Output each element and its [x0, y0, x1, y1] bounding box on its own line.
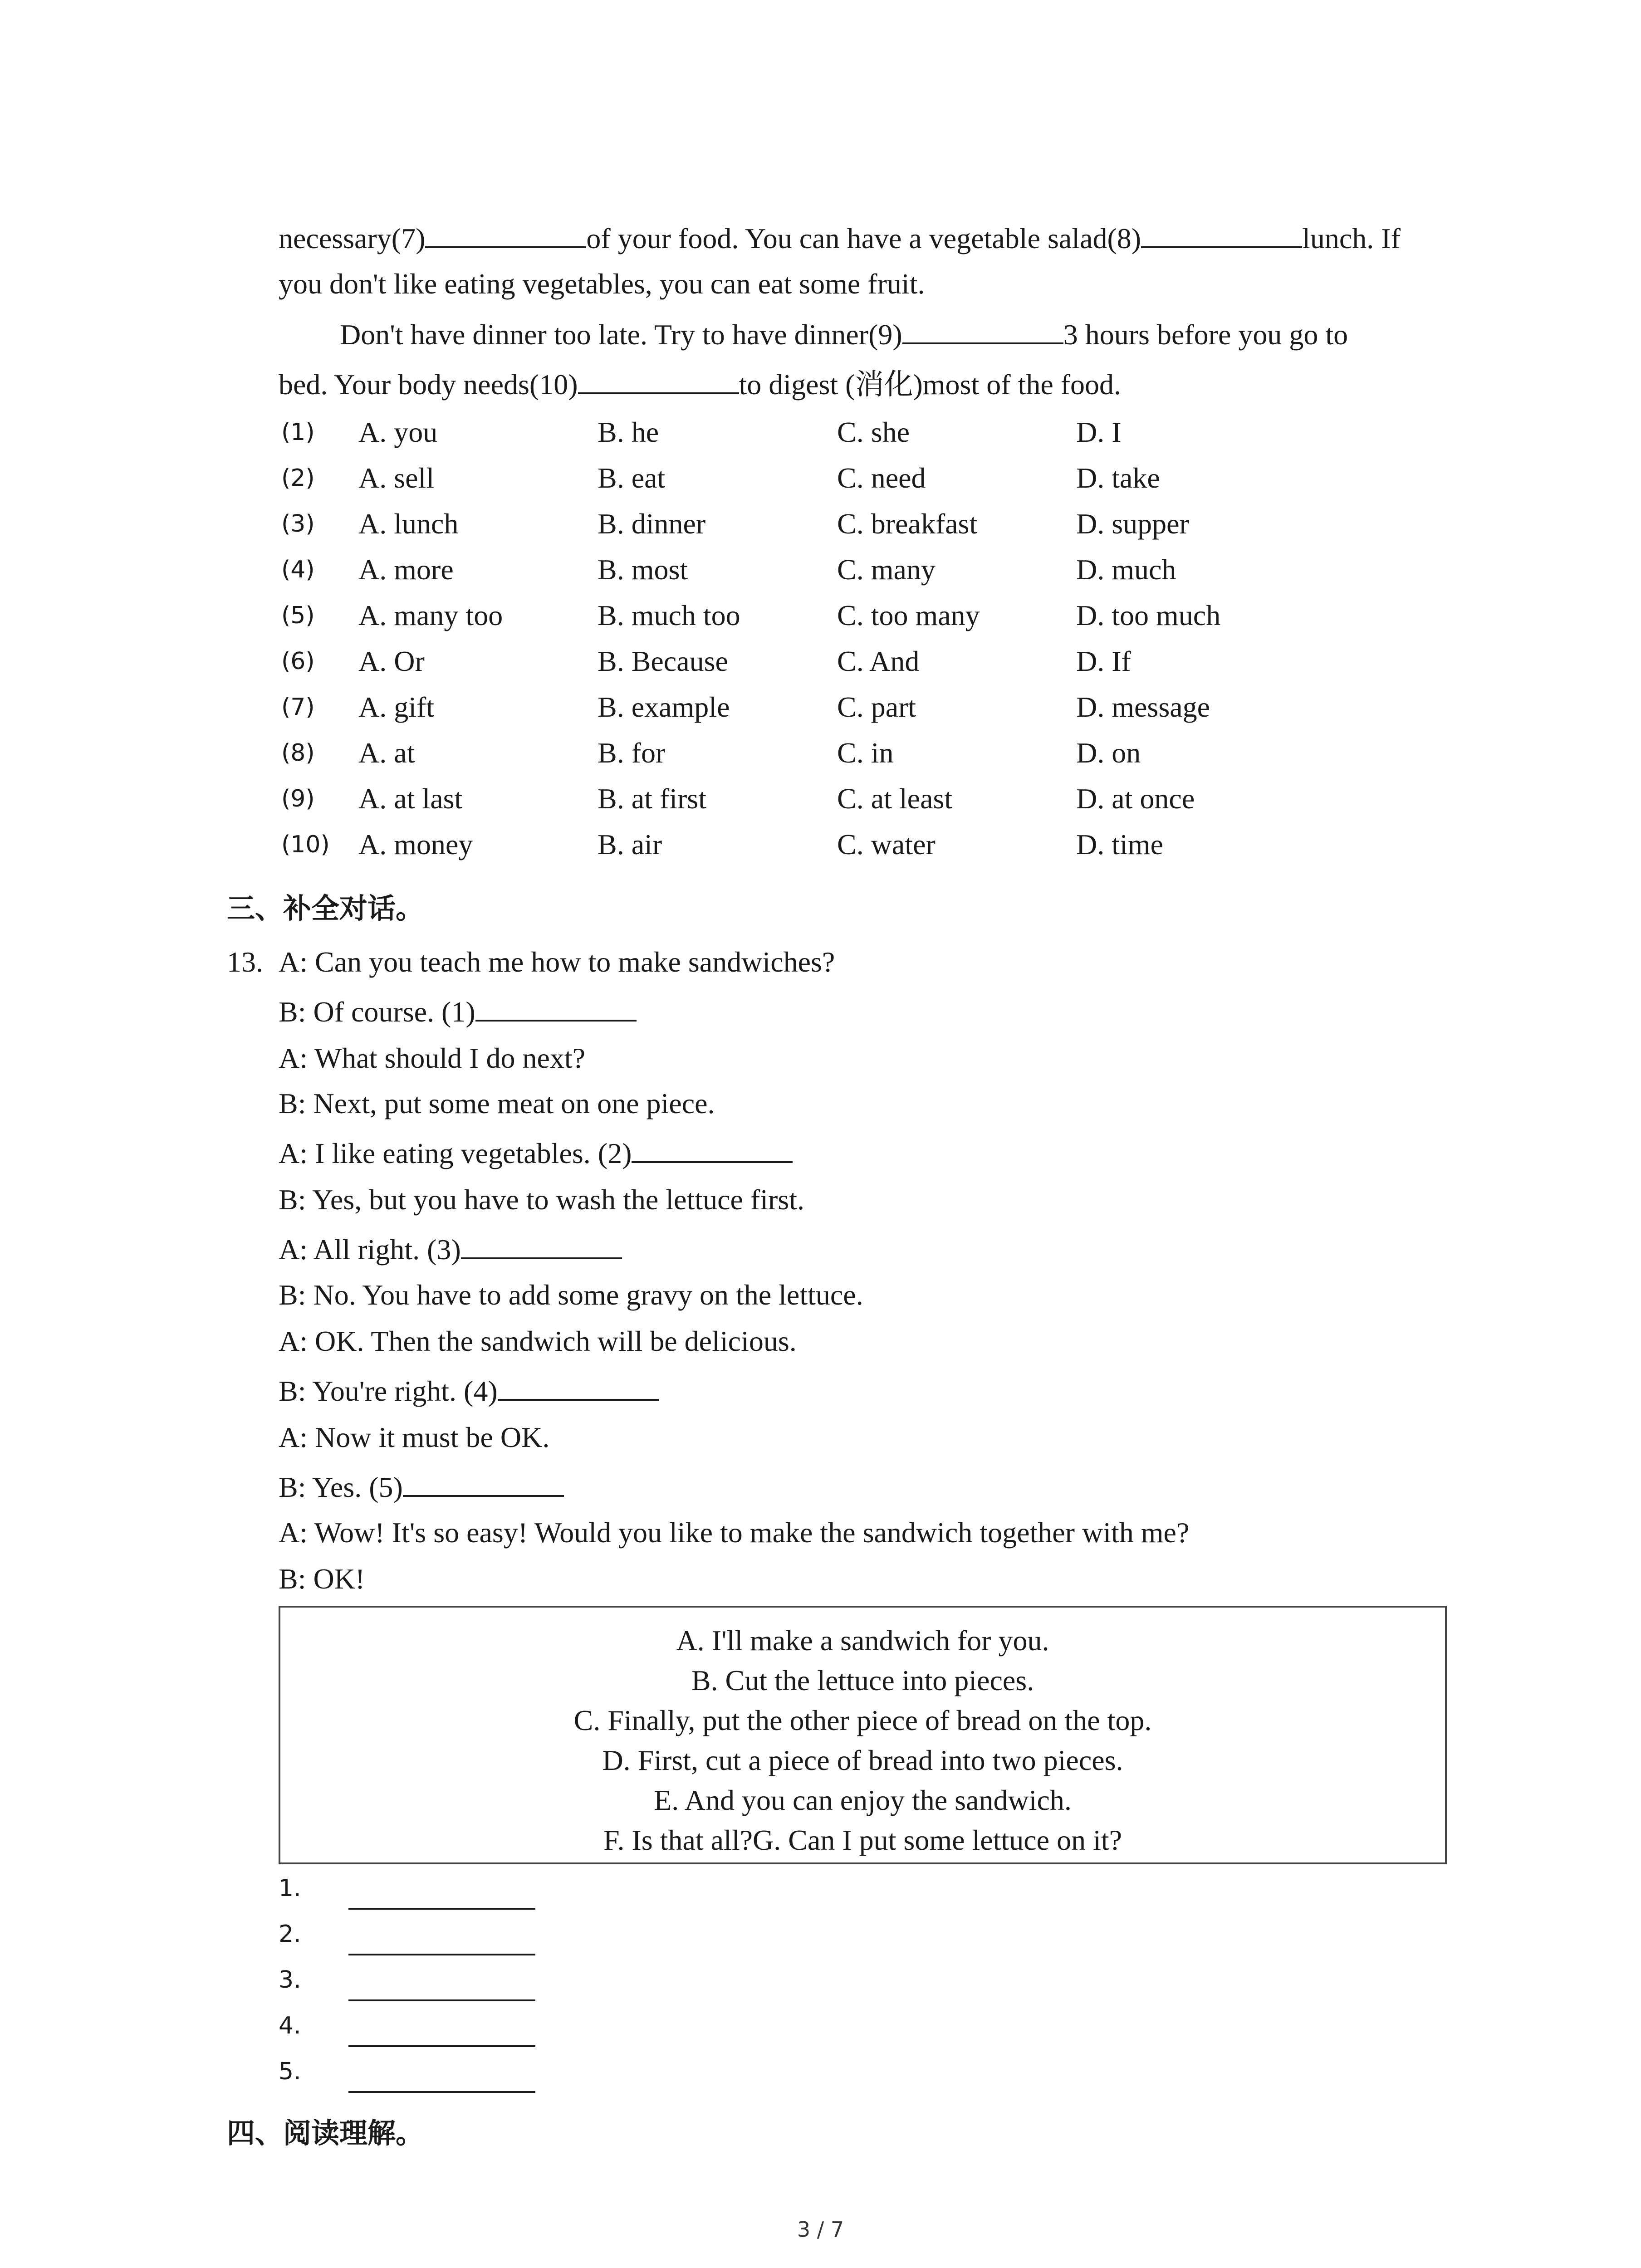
passage-line-4 — [279, 365, 1121, 404]
choice-option: C. Finally, put the other piece of bread on the top. — [573, 1704, 1152, 1736]
option-choice-c[interactable]: C. she — [837, 416, 910, 448]
option-choice-c[interactable]: C. at least — [837, 782, 953, 815]
dialogue-text: A: OK. Then the sandwich will be delicious. — [279, 1325, 797, 1357]
dialogue-blank[interactable] — [475, 992, 637, 1022]
answer-blank-8[interactable] — [1141, 219, 1302, 248]
dialogue-blank[interactable] — [403, 1468, 564, 1497]
option-choice-b[interactable]: B. at first — [598, 782, 706, 815]
passage-text: of your food. You can have a vegetable salad(8) — [586, 222, 1141, 254]
option-row-number: (1) — [281, 419, 315, 446]
passage-text: 3 hours before you go to — [1063, 318, 1348, 351]
option-choice-b[interactable]: B. example — [598, 691, 730, 723]
option-choice-a[interactable]: A. many too — [358, 599, 503, 631]
dialogue-text: B: No. You have to add some gravy on the lettuce. — [279, 1279, 863, 1311]
choice-option: E. And you can enjoy the sandwich. — [654, 1784, 1072, 1816]
option-choice-a[interactable]: A. money — [358, 828, 473, 860]
dialogue-line — [279, 1134, 793, 1173]
option-row-number: (10) — [281, 831, 330, 858]
dialogue-line — [279, 1180, 804, 1219]
option-choice-b[interactable]: B. he — [598, 416, 659, 448]
section-heading-3: 三、补全对话。 — [227, 892, 424, 925]
option-choice-c[interactable]: C. many — [837, 553, 936, 586]
option-choice-a[interactable]: A. at — [358, 737, 415, 769]
option-choice-b[interactable]: B. for — [598, 737, 666, 769]
option-choice-a[interactable]: A. lunch — [358, 508, 459, 540]
option-choice-b[interactable]: B. much too — [598, 599, 740, 631]
option-choice-c[interactable]: C. in — [837, 737, 894, 769]
dialogue-text: A: I like eating vegetables. (2) — [279, 1137, 632, 1169]
dialogue-line — [279, 1084, 715, 1123]
passage-text: necessary(7) — [279, 222, 426, 254]
answer-line[interactable] — [348, 1908, 535, 1910]
option-choice-c[interactable]: C. And — [837, 645, 920, 677]
answer-blank-10[interactable] — [578, 365, 739, 394]
answer-number: 3. — [279, 1966, 301, 1994]
dialogue-line — [279, 1039, 585, 1078]
passage-line-2 — [279, 264, 925, 303]
option-row-number: (2) — [281, 464, 315, 492]
dialogue-line — [279, 1372, 659, 1411]
option-row-number: (6) — [281, 648, 315, 675]
dialogue-text: B: You're right. (4) — [279, 1375, 498, 1407]
choice-option: F. Is that all?G. Can I put some lettuce on it? — [603, 1824, 1122, 1856]
passage-text: Don't have dinner too late. Try to have dinner(9) — [340, 318, 902, 351]
dialogue-line — [279, 1276, 863, 1315]
answer-line[interactable] — [348, 2091, 535, 2093]
option-choice-d[interactable]: D. much — [1076, 553, 1176, 586]
dialogue-blank[interactable] — [632, 1134, 793, 1163]
answer-number: 4. — [279, 2012, 301, 2039]
dialogue-line — [279, 1513, 1189, 1552]
answer-blank-7[interactable] — [425, 219, 586, 248]
answer-line[interactable] — [348, 1999, 535, 2001]
dialogue-text: B: OK! — [279, 1563, 365, 1595]
answer-number: 1. — [279, 1875, 301, 1902]
option-choice-a[interactable]: A. you — [358, 416, 438, 448]
dialogue-text: B: Yes, but you have to wash the lettuce first. — [279, 1183, 804, 1216]
choice-option: A. I'll make a sandwich for you. — [676, 1624, 1049, 1657]
dialogue-line — [279, 1559, 365, 1598]
option-choice-b[interactable]: B. Because — [598, 645, 728, 677]
option-choice-a[interactable]: A. gift — [358, 691, 435, 723]
option-row-number: (7) — [281, 694, 315, 721]
option-choice-a[interactable]: A. at last — [358, 782, 463, 815]
passage-text: bed. Your body needs(10) — [279, 368, 578, 401]
dialogue-line — [279, 992, 637, 1031]
dialogue-text: A: Wow! It's so easy! Would you like to make the sandwich together with me? — [279, 1516, 1190, 1549]
option-row-number: (3) — [281, 510, 315, 538]
dialogue-blank[interactable] — [498, 1372, 659, 1401]
option-row-number: (4) — [281, 556, 315, 583]
question-number: 13. — [227, 946, 263, 978]
answer-line[interactable] — [348, 1954, 535, 1955]
option-choice-c[interactable]: C. need — [837, 462, 926, 494]
option-choice-d[interactable]: D. on — [1076, 737, 1141, 769]
answer-number: 5. — [279, 2058, 301, 2085]
dialogue-text: A: Can you teach me how to make sandwiches? — [279, 946, 835, 978]
option-choice-a[interactable]: A. Or — [358, 645, 425, 677]
option-choice-b[interactable]: B. air — [598, 828, 662, 860]
option-row-number: (9) — [281, 785, 315, 812]
answer-number: 2. — [279, 1921, 301, 1948]
dialogue-line — [279, 1418, 549, 1457]
choices-box — [279, 1606, 1447, 1864]
option-choice-d[interactable]: D. I — [1076, 416, 1122, 448]
dialogue-blank[interactable] — [461, 1230, 622, 1259]
answer-blank-9[interactable] — [902, 315, 1063, 344]
passage-line-1 — [279, 219, 1401, 258]
dialogue-text: A: What should I do next? — [279, 1042, 586, 1074]
dialogue-text: A: All right. (3) — [279, 1233, 461, 1266]
dialogue-text: B: Next, put some meat on one piece. — [279, 1087, 715, 1119]
passage-text: you don't like eating vegetables, you can eat some fruit. — [279, 268, 925, 300]
dialogue-line — [279, 1468, 564, 1507]
option-choice-a[interactable]: A. sell — [358, 462, 435, 494]
passage-text: to digest (消化)most of the food. — [739, 368, 1122, 401]
option-row-number: (8) — [281, 739, 315, 767]
passage-text: lunch. If — [1302, 222, 1401, 254]
dialogue-text: B: Yes. (5) — [279, 1471, 403, 1503]
dialogue-text: B: Of course. (1) — [279, 996, 475, 1028]
option-choice-d[interactable]: D. at once — [1076, 782, 1195, 815]
option-choice-d[interactable]: D. supper — [1076, 508, 1189, 540]
choice-option: D. First, cut a piece of bread into two pieces. — [602, 1744, 1123, 1776]
dialogue-line — [279, 1322, 797, 1361]
option-choice-c[interactable]: C. too many — [837, 599, 980, 631]
option-row-number: (5) — [281, 602, 315, 629]
dialogue-text: A: Now it must be OK. — [279, 1421, 550, 1453]
option-choice-c[interactable]: C. breakfast — [837, 508, 978, 540]
page-number: 3 / 7 — [797, 2217, 844, 2242]
option-choice-d[interactable]: D. too much — [1076, 599, 1221, 631]
option-choice-d[interactable]: D. time — [1076, 828, 1163, 860]
option-choice-d[interactable]: D. If — [1076, 645, 1131, 677]
option-choice-d[interactable]: D. message — [1076, 691, 1210, 723]
dialogue-line — [279, 943, 835, 982]
dialogue-line — [279, 1230, 622, 1269]
option-choice-c[interactable]: C. part — [837, 691, 916, 723]
option-choice-b[interactable]: B. eat — [598, 462, 666, 494]
section-heading-4: 四、阅读理解。 — [227, 2116, 424, 2150]
answer-line[interactable] — [348, 2045, 535, 2047]
option-choice-a[interactable]: A. more — [358, 553, 454, 586]
choice-option: B. Cut the lettuce into pieces. — [691, 1664, 1034, 1696]
option-choice-b[interactable]: B. dinner — [598, 508, 706, 540]
option-choice-b[interactable]: B. most — [598, 553, 688, 586]
option-choice-c[interactable]: C. water — [837, 828, 936, 860]
passage-line-3 — [340, 315, 1348, 354]
option-choice-d[interactable]: D. take — [1076, 462, 1160, 494]
